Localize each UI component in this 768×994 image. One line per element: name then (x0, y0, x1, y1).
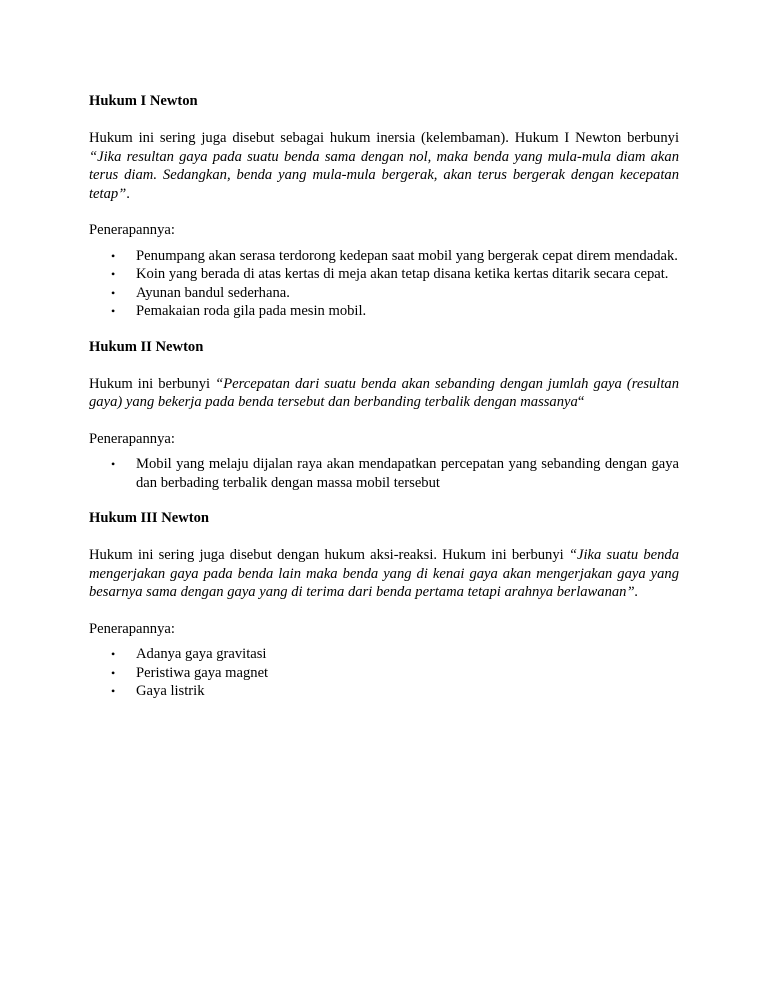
list-item (89, 284, 679, 303)
section-paragraph-hukum-3 (89, 546, 679, 602)
section-paragraph-hukum-1 (89, 129, 679, 203)
paragraph-quote: “Percepatan dari suatu benda akan sebanding dengan jumlah gaya (resultan gaya) yang bekerja pada benda tersebut dan berbanding terbalik dengan massanya (89, 375, 679, 410)
list-item-text: Peristiwa gaya magnet (136, 664, 269, 681)
list-item-text: Adanya gaya gravitasi (136, 646, 267, 662)
bullet-icon: • (111, 285, 116, 300)
section-heading-hukum-3: Hukum III Newton (89, 510, 210, 526)
list-item (89, 455, 679, 492)
applications-label: Penerapannya: (89, 430, 175, 447)
list-item-text: Penumpang akan serasa terdorong kedepan saat mobil yang bergerak cepat direm mendadak. (136, 247, 678, 264)
paragraph-quote: “Jika resultan gaya pada suatu benda sama dengan nol, maka benda yang mula-mula diam akan terus diam. Sedangkan, benda yang mula-mula bergerak, akan terus bergerak dengan kecepatan tetap” (89, 148, 679, 202)
bullet-icon: • (111, 665, 116, 680)
section-paragraph-hukum-2 (89, 375, 679, 412)
list-item-text: Mobil yang melaju dijalan raya akan mendapatkan percepatan yang sebanding dengan gaya dan berbading terbalik dengan massa mobil tersebut (136, 456, 679, 491)
list-item-text: Pemakaian roda gila pada mesin mobil. (136, 303, 367, 319)
list-item (89, 682, 679, 701)
paragraph-text-end: . (126, 185, 130, 202)
list-item-text: Koin yang berada di atas kertas di meja akan tetap disana ketika kertas ditarik secara cepat. (136, 266, 669, 282)
bullet-icon: • (111, 684, 116, 698)
document-page (89, 92, 679, 701)
list-item (89, 247, 679, 266)
applications-list-hukum-2 (89, 455, 679, 492)
applications-label: Penerapannya: (89, 222, 175, 238)
paragraph-text: Hukum ini sering juga disebut sebagai hukum inersia (kelembaman). Hukum I Newton berbunyi (89, 130, 679, 146)
bullet-icon: • (111, 267, 116, 281)
list-item-text: Gaya listrik (136, 683, 205, 699)
section-heading-hukum-2: Hukum II Newton (89, 338, 204, 355)
paragraph-text: Hukum ini sering juga disebut dengan hukum aksi-reaksi. Hukum ini berbunyi (89, 547, 569, 563)
list-item (89, 664, 679, 683)
list-item (89, 645, 679, 664)
bullet-icon: • (111, 304, 116, 318)
paragraph-text: Hukum ini berbunyi (89, 375, 216, 392)
section-heading-hukum-1: Hukum I Newton (89, 93, 198, 109)
list-item-text: Ayunan bandul sederhana. (136, 284, 290, 301)
paragraph-text-end: “ (577, 394, 585, 410)
list-item (89, 265, 679, 284)
bullet-icon: • (111, 248, 116, 263)
bullet-icon: • (111, 457, 116, 471)
bullet-icon: • (111, 647, 116, 661)
applications-list-hukum-3 (89, 645, 679, 701)
applications-label: Penerapannya: (89, 620, 175, 637)
paragraph-quote: “Jika suatu benda mengerjakan gaya pada benda lain maka benda yang di kenai gaya akan mengerjakan gaya yang besarnya sama dengan gaya yang di terima dari benda pertama tetapi arahnya berlawanan”. (89, 547, 679, 600)
list-item (89, 302, 679, 321)
applications-list-hukum-1 (89, 247, 679, 321)
